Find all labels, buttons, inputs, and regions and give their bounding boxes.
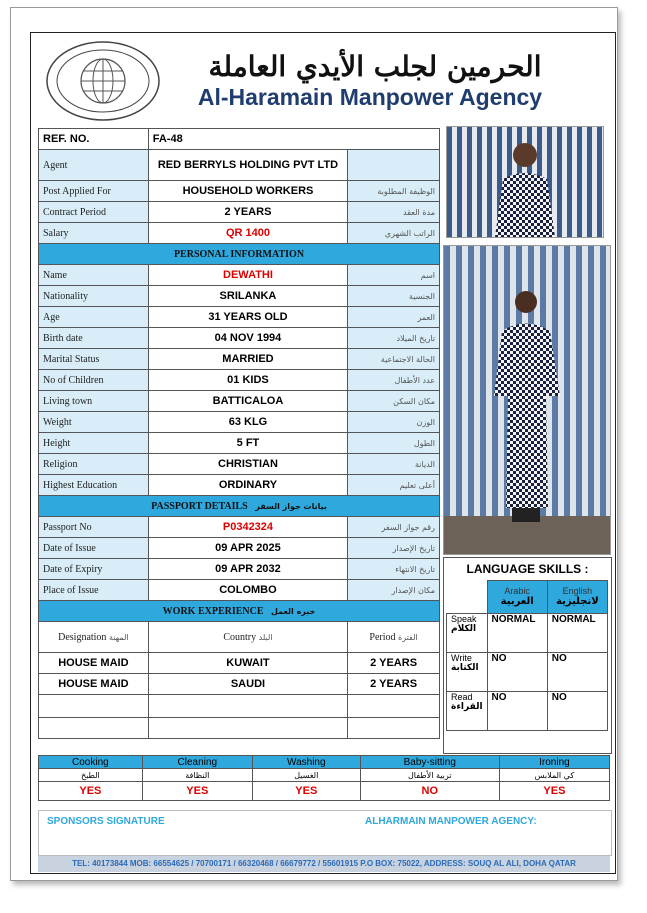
ref-label: REF. NO. bbox=[39, 129, 149, 150]
work-row-3-country bbox=[148, 695, 347, 718]
issue-date-label-ar: تاريخ الإصدار bbox=[348, 538, 440, 559]
applicant-photo-full bbox=[443, 245, 611, 555]
skill-cleaning-value: YES bbox=[142, 782, 252, 801]
household-skills-table bbox=[38, 755, 610, 801]
weight-label: Weight bbox=[39, 412, 149, 433]
skill-washing-value: YES bbox=[252, 782, 360, 801]
marital-status-label-ar: الحالة الاجتماعية bbox=[348, 349, 440, 370]
work-row-4-country bbox=[148, 718, 347, 739]
birth-date-label: Birth date bbox=[39, 328, 149, 349]
language-skills-table bbox=[446, 580, 608, 731]
read-label-ar: القراءة bbox=[451, 701, 483, 712]
skill-babysitting-en: Baby-sitting bbox=[403, 756, 456, 768]
age-value: 31 YEARS OLD bbox=[148, 307, 347, 328]
arabic-col-ar: العربية bbox=[500, 596, 534, 608]
living-town-value: BATTICALOA bbox=[148, 391, 347, 412]
agency-signature-label: ALHARMAIN MANPOWER AGENCY: bbox=[365, 816, 537, 827]
passport-no-label: Passport No bbox=[39, 517, 149, 538]
weight-label-ar: الوزن bbox=[348, 412, 440, 433]
skill-washing-label bbox=[252, 756, 360, 769]
speak-row-label bbox=[447, 613, 488, 652]
country-col-en: Country bbox=[223, 631, 257, 643]
write-label-en: Write bbox=[451, 652, 472, 663]
name-label-ar: اسم bbox=[348, 265, 440, 286]
living-town-label-ar: مكان السكن bbox=[348, 391, 440, 412]
sponsor-signature-label: SPONSORS SIGNATURE bbox=[47, 816, 165, 827]
birth-date-value: 04 NOV 1994 bbox=[148, 328, 347, 349]
religion-value: CHRISTIAN bbox=[148, 454, 347, 475]
speak-arabic-value: NORMAL bbox=[487, 613, 547, 652]
education-label-ar: أعلى تعليم bbox=[348, 475, 440, 496]
language-skills-title: LANGUAGE SKILLS : bbox=[466, 562, 589, 576]
skill-cooking-label bbox=[39, 756, 143, 769]
education-value: ORDINARY bbox=[148, 475, 347, 496]
marital-status-value: MARRIED bbox=[148, 349, 347, 370]
birth-date-label-ar: تاريخ الميلاد bbox=[348, 328, 440, 349]
weight-value: 63 KLG bbox=[148, 412, 347, 433]
work-row-2-country: SAUDI bbox=[148, 674, 347, 695]
read-arabic-value: NO bbox=[487, 691, 547, 730]
work-row-4-period bbox=[348, 718, 440, 739]
arabic-col-en: Arabic bbox=[504, 586, 530, 597]
nationality-label-ar: الجنسية bbox=[348, 286, 440, 307]
height-value: 5 FT bbox=[148, 433, 347, 454]
designation-col-en: Designation bbox=[58, 631, 107, 643]
post-value: HOUSEHOLD WORKERS bbox=[148, 181, 347, 202]
age-label: Age bbox=[39, 307, 149, 328]
write-label-ar: الكتابة bbox=[451, 662, 479, 673]
period-col-en: Period bbox=[369, 631, 396, 643]
work-row-2-designation: HOUSE MAID bbox=[39, 674, 149, 695]
expiry-date-label-ar: تاريخ الانتهاء bbox=[348, 559, 440, 580]
height-label-ar: الطول bbox=[348, 433, 440, 454]
issue-date-value: 09 APR 2025 bbox=[148, 538, 347, 559]
post-label: Post Applied For bbox=[39, 181, 149, 202]
applicant-photo-portrait bbox=[446, 126, 604, 238]
place-of-issue-value: COLOMBO bbox=[148, 580, 347, 601]
work-row-3-designation bbox=[39, 695, 149, 718]
write-arabic-value: NO bbox=[487, 652, 547, 691]
agent-value: RED BERRYLS HOLDING PVT LTD bbox=[148, 150, 347, 181]
passport-header-ar: بيانات جواز السفر bbox=[255, 501, 327, 511]
skill-cooking-en: Cooking bbox=[72, 756, 109, 768]
period-col-header bbox=[348, 622, 440, 653]
children-value: 01 KIDS bbox=[148, 370, 347, 391]
skill-cleaning-label bbox=[142, 756, 252, 769]
contract-value: 2 YEARS bbox=[148, 202, 347, 223]
skill-ironing-en: Ironing bbox=[539, 756, 570, 768]
agent-label-ar bbox=[348, 150, 440, 181]
skill-ironing-value: YES bbox=[499, 782, 609, 801]
work-row-4-designation bbox=[39, 718, 149, 739]
work-header-ar: خبره العمل bbox=[271, 606, 316, 616]
write-english-value: NO bbox=[547, 652, 607, 691]
work-row-2-period: 2 YEARS bbox=[348, 674, 440, 695]
personal-info-header: PERSONAL INFORMATION bbox=[39, 244, 440, 265]
age-label-ar: العمر bbox=[348, 307, 440, 328]
read-english-value: NO bbox=[547, 691, 607, 730]
agency-logo bbox=[44, 40, 162, 122]
english-col-en: English bbox=[562, 586, 593, 597]
agency-title-english: Al-Haramain Manpower Agency bbox=[197, 84, 543, 110]
living-town-label: Living town bbox=[39, 391, 149, 412]
skill-cooking-value: YES bbox=[39, 782, 143, 801]
write-row-label bbox=[447, 652, 488, 691]
period-col-ar: الفترة bbox=[398, 632, 418, 642]
skill-ironing-label bbox=[499, 756, 609, 769]
skill-babysitting-value: NO bbox=[360, 782, 499, 801]
expiry-date-value: 09 APR 2032 bbox=[148, 559, 347, 580]
skill-babysitting-ar: تربية الأطفال bbox=[360, 769, 499, 782]
nationality-value: SRILANKA bbox=[148, 286, 347, 307]
ref-value: FA-48 bbox=[148, 129, 439, 150]
education-label: Highest Education bbox=[39, 475, 149, 496]
speak-label-en: Speak bbox=[451, 613, 477, 624]
work-row-3-period bbox=[348, 695, 440, 718]
passport-details-header bbox=[39, 496, 440, 517]
children-label-ar: عدد الأطفال bbox=[348, 370, 440, 391]
speak-english-value: NORMAL bbox=[547, 613, 607, 652]
work-row-1-designation: HOUSE MAID bbox=[39, 653, 149, 674]
english-col-ar: لانجليزية bbox=[556, 596, 599, 608]
salary-label: Salary bbox=[39, 223, 149, 244]
work-row-1-country: KUWAIT bbox=[148, 653, 347, 674]
agency-title-arabic: الحرمين لجلب الأيدي العاملة bbox=[208, 50, 542, 83]
place-of-issue-label-ar: مكان الإصدار bbox=[348, 580, 440, 601]
passport-header-en: PASSPORT DETAILS bbox=[151, 500, 248, 512]
read-label-en: Read bbox=[451, 691, 473, 702]
contract-label: Contract Period bbox=[39, 202, 149, 223]
english-col-header bbox=[547, 581, 607, 614]
post-label-ar: الوظيفة المطلوبة bbox=[348, 181, 440, 202]
designation-col-header bbox=[39, 622, 149, 653]
contact-footer: TEL: 40173844 MOB: 66554625 / 70700171 / 66320468 / 66679772 / 55601915 P.O BOX: 75022, ADDRESS: SOUQ AL ALI, DOHA QATAR bbox=[38, 856, 610, 872]
passport-no-value: P0342324 bbox=[148, 517, 347, 538]
marital-status-label: Marital Status bbox=[39, 349, 149, 370]
salary-label-ar: الراتب الشهري bbox=[348, 223, 440, 244]
contract-label-ar: مدة العقد bbox=[348, 202, 440, 223]
skill-cleaning-en: Cleaning bbox=[177, 756, 218, 768]
religion-label-ar: الديانة bbox=[348, 454, 440, 475]
applicant-details-table bbox=[38, 128, 440, 739]
work-row-1-period: 2 YEARS bbox=[348, 653, 440, 674]
read-row-label bbox=[447, 691, 488, 730]
agent-label: Agent bbox=[39, 150, 149, 181]
skill-cooking-ar: الطبخ bbox=[39, 769, 143, 782]
work-experience-header bbox=[39, 601, 440, 622]
passport-no-label-ar: رقم جواز السفر bbox=[348, 517, 440, 538]
children-label: No of Children bbox=[39, 370, 149, 391]
work-header-en: WORK EXPERIENCE bbox=[162, 605, 264, 617]
salary-value: QR 1400 bbox=[148, 223, 347, 244]
skill-cleaning-ar: النظافة bbox=[142, 769, 252, 782]
signature-area bbox=[38, 810, 612, 856]
skill-washing-en: Washing bbox=[287, 756, 326, 768]
skill-washing-ar: الغسيل bbox=[252, 769, 360, 782]
skill-babysitting-label bbox=[360, 756, 499, 769]
expiry-date-label: Date of Expiry bbox=[39, 559, 149, 580]
arabic-col-header bbox=[487, 581, 547, 614]
name-label: Name bbox=[39, 265, 149, 286]
religion-label: Religion bbox=[39, 454, 149, 475]
place-of-issue-label: Place of Issue bbox=[39, 580, 149, 601]
designation-col-ar: المهنة bbox=[108, 632, 129, 642]
name-value: DEWATHI bbox=[148, 265, 347, 286]
country-col-ar: البلد bbox=[258, 632, 273, 642]
height-label: Height bbox=[39, 433, 149, 454]
language-skills-panel bbox=[443, 557, 612, 754]
country-col-header bbox=[148, 622, 347, 653]
speak-label-ar: الكلام bbox=[451, 623, 477, 634]
skill-ironing-ar: كي الملابس bbox=[499, 769, 609, 782]
issue-date-label: Date of Issue bbox=[39, 538, 149, 559]
nationality-label: Nationality bbox=[39, 286, 149, 307]
